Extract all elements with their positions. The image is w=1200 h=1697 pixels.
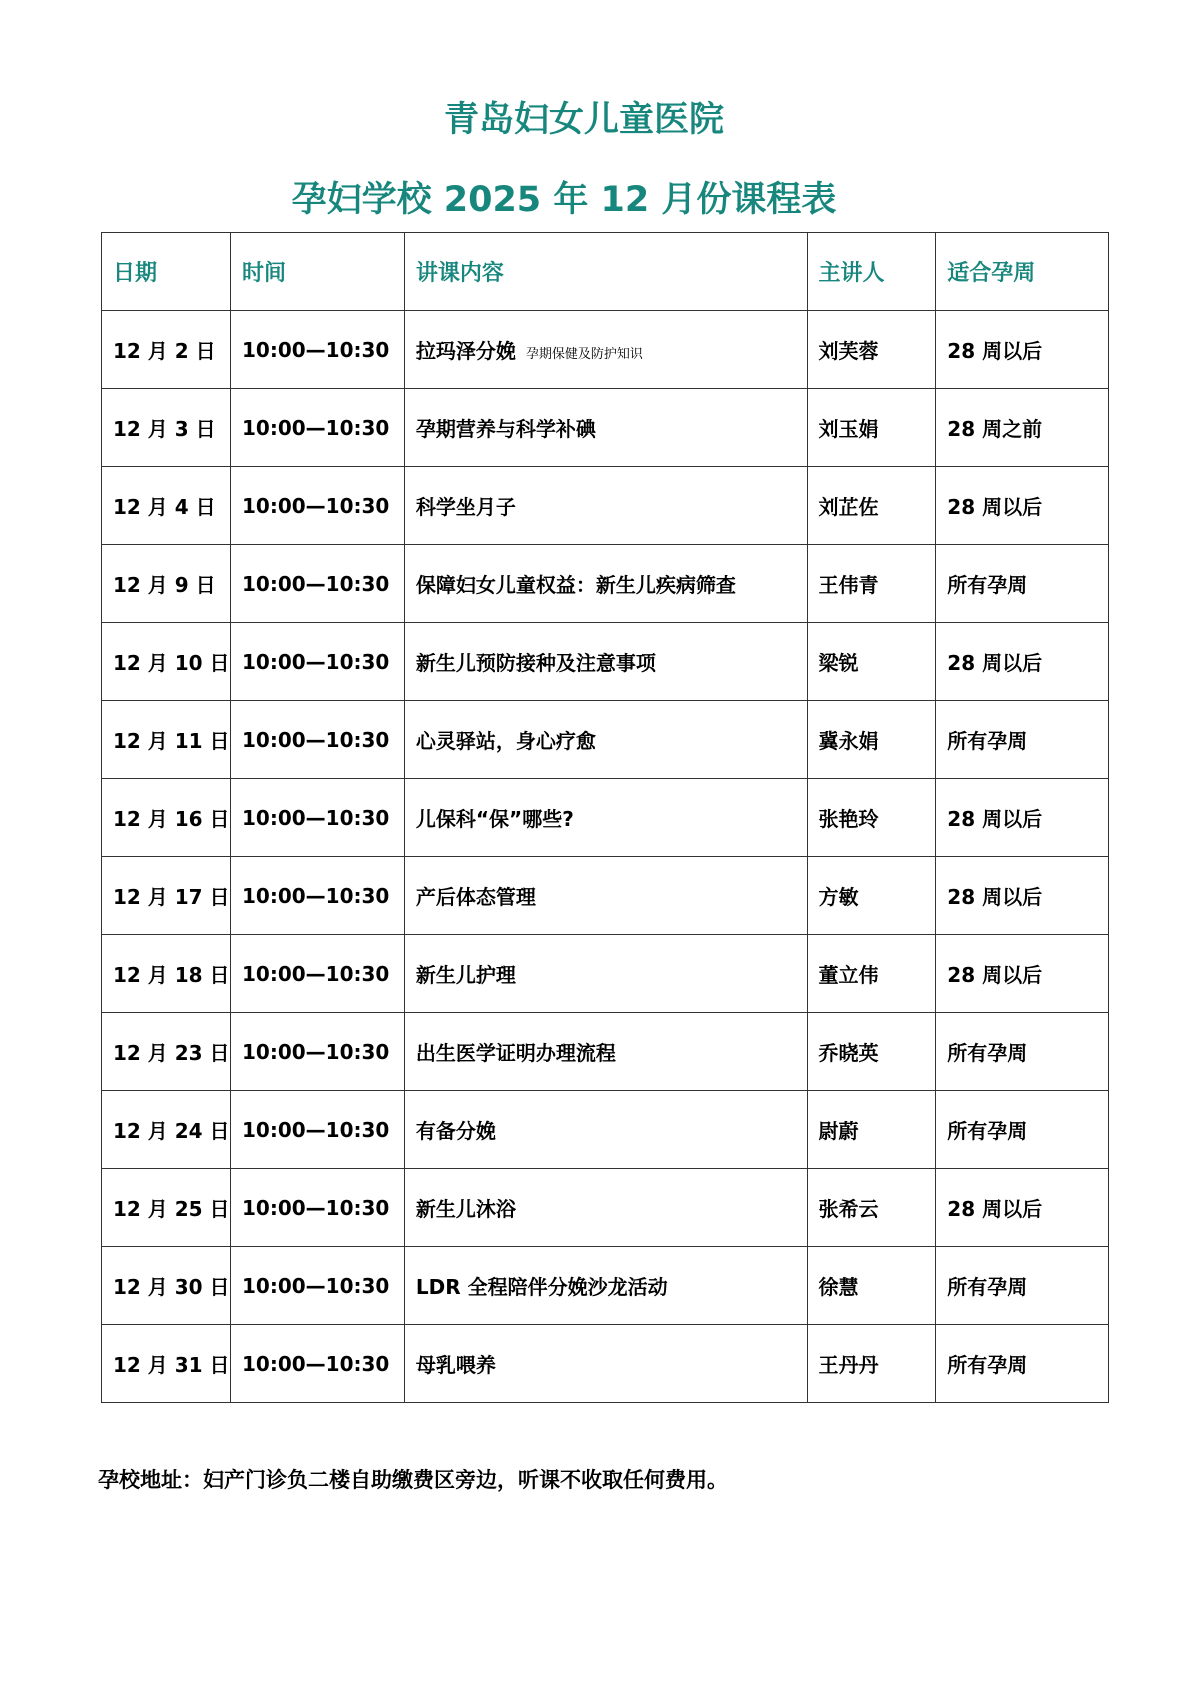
weeks-cell bbox=[936, 701, 1109, 779]
speaker-cell-text: 尉蔚 bbox=[818, 1119, 859, 1143]
table-row bbox=[102, 1091, 1109, 1169]
date-cell bbox=[102, 701, 231, 779]
weeks-cell bbox=[936, 311, 1109, 389]
table-row bbox=[102, 935, 1109, 1013]
weeks-cell-text: 28 周之前 bbox=[947, 417, 1043, 441]
weeks-cell bbox=[936, 1247, 1109, 1325]
topic-note: 孕期保健及防护知识 bbox=[525, 347, 643, 362]
topic-cell bbox=[404, 857, 807, 935]
topic-cell-text: 拉玛泽分娩 bbox=[415, 339, 516, 363]
time-cell bbox=[230, 389, 404, 467]
topic-cell bbox=[404, 467, 807, 545]
weeks-cell-text: 所有孕周 bbox=[947, 1353, 1028, 1377]
topic-cell-text: 科学坐月子 bbox=[415, 495, 516, 519]
topic-cell-text: 新生儿预防接种及注意事项 bbox=[415, 651, 656, 675]
time-cell-text: 10:00—10:30 bbox=[241, 415, 390, 440]
weeks-cell bbox=[936, 779, 1109, 857]
topic-cell-text: 心灵驿站，身心疗愈 bbox=[415, 729, 596, 753]
weeks-cell-text: 所有孕周 bbox=[947, 573, 1028, 597]
topic-cell bbox=[404, 779, 807, 857]
table-row bbox=[102, 311, 1109, 389]
weeks-cell-text: 28 周以后 bbox=[947, 651, 1043, 675]
speaker-cell bbox=[807, 1169, 936, 1247]
course-schedule-table bbox=[101, 232, 1109, 1403]
time-cell bbox=[230, 545, 404, 623]
date-cell bbox=[102, 389, 231, 467]
date-cell bbox=[102, 623, 231, 701]
weeks-cell bbox=[936, 467, 1109, 545]
date-cell-text: 12 月 30 日 bbox=[113, 1275, 230, 1299]
weeks-cell-text: 所有孕周 bbox=[947, 1041, 1028, 1065]
time-cell-text: 10:00—10:30 bbox=[241, 805, 390, 830]
speaker-cell bbox=[807, 1013, 936, 1091]
topic-cell-text: 孕期营养与科学补碘 bbox=[415, 417, 596, 441]
date-cell-text: 12 月 16 日 bbox=[113, 807, 230, 831]
table-row bbox=[102, 623, 1109, 701]
time-cell-text: 10:00—10:30 bbox=[241, 883, 390, 908]
time-cell-text: 10:00—10:30 bbox=[241, 571, 390, 596]
speaker-cell bbox=[807, 1247, 936, 1325]
speaker-cell bbox=[807, 701, 936, 779]
date-cell-text: 12 月 31 日 bbox=[113, 1353, 230, 1377]
topic-cell bbox=[404, 389, 807, 467]
date-cell bbox=[102, 1013, 231, 1091]
time-cell-text: 10:00—10:30 bbox=[241, 961, 390, 986]
topic-cell-text: 儿保科“保”哪些? bbox=[415, 807, 574, 831]
time-cell bbox=[230, 857, 404, 935]
topic-cell-text: 有备分娩 bbox=[415, 1119, 496, 1143]
date-cell-text: 12 月 17 日 bbox=[113, 885, 230, 909]
table-row bbox=[102, 701, 1109, 779]
weeks-cell-text: 28 周以后 bbox=[947, 963, 1043, 987]
weeks-cell bbox=[936, 545, 1109, 623]
topic-cell-text: 新生儿护理 bbox=[415, 963, 516, 987]
date-cell bbox=[102, 779, 231, 857]
weeks-cell bbox=[936, 1325, 1109, 1403]
date-cell-text: 12 月 11 日 bbox=[113, 729, 230, 753]
weeks-cell bbox=[936, 623, 1109, 701]
date-cell bbox=[102, 1169, 231, 1247]
topic-cell bbox=[404, 1013, 807, 1091]
time-cell-text: 10:00—10:30 bbox=[241, 727, 390, 752]
date-cell-text: 12 月 4 日 bbox=[113, 495, 216, 519]
date-cell-text: 12 月 9 日 bbox=[113, 573, 216, 597]
topic-cell-text: 母乳喂养 bbox=[415, 1353, 496, 1377]
speaker-cell bbox=[807, 1091, 936, 1169]
speaker-cell-text: 刘玉娟 bbox=[818, 417, 879, 441]
table-row bbox=[102, 779, 1109, 857]
time-cell bbox=[230, 1169, 404, 1247]
speaker-cell bbox=[807, 779, 936, 857]
time-cell bbox=[230, 1325, 404, 1403]
topic-cell bbox=[404, 935, 807, 1013]
header-time: 时间 bbox=[230, 233, 404, 311]
speaker-cell-text: 董立伟 bbox=[818, 963, 879, 987]
topic-cell bbox=[404, 701, 807, 779]
weeks-cell bbox=[936, 1169, 1109, 1247]
speaker-cell bbox=[807, 1325, 936, 1403]
header-date: 日期 bbox=[102, 233, 231, 311]
speaker-cell bbox=[807, 623, 936, 701]
speaker-cell-text: 梁锐 bbox=[818, 651, 859, 675]
speaker-cell-text: 方敏 bbox=[818, 885, 859, 909]
time-cell bbox=[230, 935, 404, 1013]
time-cell bbox=[230, 1013, 404, 1091]
speaker-cell-text: 王丹丹 bbox=[818, 1353, 879, 1377]
time-cell bbox=[230, 701, 404, 779]
topic-cell bbox=[404, 545, 807, 623]
speaker-cell bbox=[807, 389, 936, 467]
topic-cell bbox=[404, 1169, 807, 1247]
weeks-cell-text: 28 周以后 bbox=[947, 495, 1043, 519]
schedule-title: 孕妇学校 2025 年 12 月份课程表 bbox=[291, 180, 837, 220]
date-cell bbox=[102, 1247, 231, 1325]
time-cell-text: 10:00—10:30 bbox=[241, 649, 390, 674]
speaker-cell-text: 乔晓英 bbox=[818, 1041, 879, 1065]
weeks-cell bbox=[936, 1091, 1109, 1169]
topic-cell bbox=[404, 1091, 807, 1169]
hospital-title: 青岛妇女儿童医院 bbox=[443, 100, 724, 140]
topic-cell bbox=[404, 1247, 807, 1325]
time-cell bbox=[230, 311, 404, 389]
weeks-cell bbox=[936, 389, 1109, 467]
table-row bbox=[102, 857, 1109, 935]
date-cell bbox=[102, 1325, 231, 1403]
weeks-cell-text: 28 周以后 bbox=[947, 339, 1043, 363]
time-cell-text: 10:00—10:30 bbox=[241, 1039, 390, 1064]
topic-cell-text: 产后体态管理 bbox=[415, 885, 536, 909]
header-weeks: 适合孕周 bbox=[936, 233, 1109, 311]
date-cell-text: 12 月 10 日 bbox=[113, 651, 230, 675]
speaker-cell-text: 王伟青 bbox=[818, 573, 879, 597]
time-cell bbox=[230, 779, 404, 857]
header-speaker: 主讲人 bbox=[807, 233, 936, 311]
date-cell-text: 12 月 18 日 bbox=[113, 963, 230, 987]
date-cell-text: 12 月 25 日 bbox=[113, 1197, 230, 1221]
time-cell-text: 10:00—10:30 bbox=[241, 337, 390, 362]
topic-cell bbox=[404, 1325, 807, 1403]
topic-cell-text: 新生儿沐浴 bbox=[415, 1197, 516, 1221]
speaker-cell-text: 刘芷佐 bbox=[818, 495, 879, 519]
date-cell bbox=[102, 935, 231, 1013]
weeks-cell bbox=[936, 857, 1109, 935]
date-cell bbox=[102, 1091, 231, 1169]
weeks-cell-text: 所有孕周 bbox=[947, 1275, 1028, 1299]
topic-cell-text: LDR 全程陪伴分娩沙龙活动 bbox=[415, 1275, 668, 1299]
time-cell-text: 10:00—10:30 bbox=[241, 1117, 390, 1142]
speaker-cell bbox=[807, 467, 936, 545]
time-cell-text: 10:00—10:30 bbox=[241, 1273, 390, 1298]
weeks-cell-text: 28 周以后 bbox=[947, 807, 1043, 831]
date-cell bbox=[102, 857, 231, 935]
topic-cell-text: 保障妇女儿童权益：新生儿疾病筛查 bbox=[415, 573, 736, 597]
school-address-note: 孕校地址：妇产门诊负二楼自助缴费区旁边，听课不收取任何费用。 bbox=[98, 1468, 728, 1492]
time-cell-text: 10:00—10:30 bbox=[241, 1195, 390, 1220]
speaker-cell-text: 张希云 bbox=[818, 1197, 879, 1221]
table-header-row bbox=[102, 233, 1109, 311]
weeks-cell-text: 28 周以后 bbox=[947, 1197, 1043, 1221]
weeks-cell-text: 所有孕周 bbox=[947, 1119, 1028, 1143]
table-row bbox=[102, 1169, 1109, 1247]
speaker-cell-text: 徐慧 bbox=[818, 1275, 859, 1299]
table-row bbox=[102, 389, 1109, 467]
date-cell-text: 12 月 2 日 bbox=[113, 339, 216, 363]
speaker-cell bbox=[807, 935, 936, 1013]
table-row bbox=[102, 467, 1109, 545]
topic-cell-text: 出生医学证明办理流程 bbox=[415, 1041, 616, 1065]
speaker-cell-text: 冀永娟 bbox=[818, 729, 879, 753]
topic-cell bbox=[404, 311, 807, 389]
speaker-cell-text: 刘芙蓉 bbox=[818, 339, 879, 363]
time-cell bbox=[230, 467, 404, 545]
date-cell-text: 12 月 23 日 bbox=[113, 1041, 230, 1065]
topic-cell bbox=[404, 623, 807, 701]
time-cell-text: 10:00—10:30 bbox=[241, 1351, 390, 1376]
speaker-cell bbox=[807, 857, 936, 935]
time-cell bbox=[230, 1247, 404, 1325]
weeks-cell bbox=[936, 1013, 1109, 1091]
table-row bbox=[102, 1013, 1109, 1091]
weeks-cell bbox=[936, 935, 1109, 1013]
table-row bbox=[102, 1325, 1109, 1403]
speaker-cell bbox=[807, 545, 936, 623]
date-cell-text: 12 月 3 日 bbox=[113, 417, 216, 441]
weeks-cell-text: 28 周以后 bbox=[947, 885, 1043, 909]
time-cell bbox=[230, 1091, 404, 1169]
date-cell bbox=[102, 545, 231, 623]
date-cell bbox=[102, 311, 231, 389]
time-cell-text: 10:00—10:30 bbox=[241, 493, 390, 518]
table-row bbox=[102, 1247, 1109, 1325]
speaker-cell-text: 张艳玲 bbox=[818, 807, 879, 831]
weeks-cell-text: 所有孕周 bbox=[947, 729, 1028, 753]
table-row bbox=[102, 545, 1109, 623]
header-topic: 讲课内容 bbox=[404, 233, 807, 311]
time-cell bbox=[230, 623, 404, 701]
date-cell-text: 12 月 24 日 bbox=[113, 1119, 230, 1143]
date-cell bbox=[102, 467, 231, 545]
speaker-cell bbox=[807, 311, 936, 389]
